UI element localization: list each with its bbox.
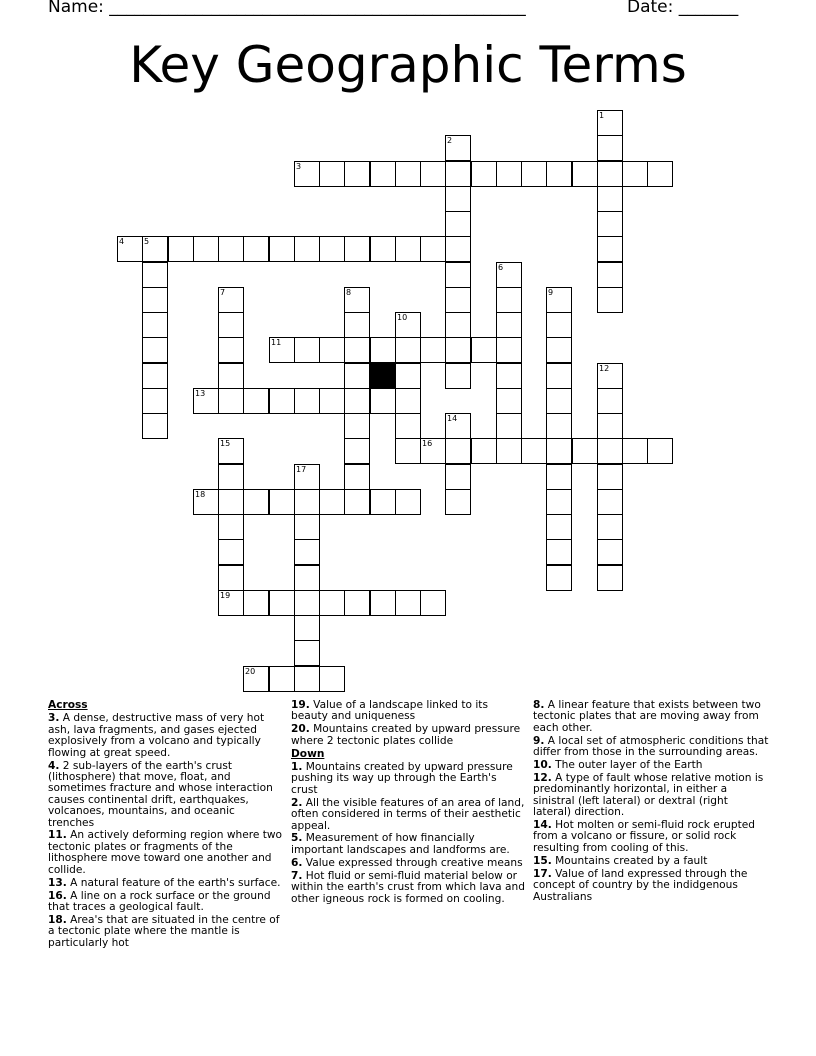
grid-cell[interactable] [319,590,345,616]
grid-cell[interactable] [294,337,320,363]
clue-number: 7. [291,869,303,882]
down-clue [533,856,769,867]
grid-cell[interactable] [294,590,320,616]
grid-cell[interactable] [294,388,320,414]
clue-text: A type of fault whose relative motion is predominantly horizontal, in either a sinistral (left lateral) or dextral (right lateral) direction. [533,771,764,819]
grid-cell[interactable] [471,161,497,187]
grid-cell[interactable] [597,464,623,490]
grid-cell[interactable] [193,236,219,262]
clue-text: Mountains created by a fault [555,854,708,867]
grid-cell[interactable] [294,565,320,591]
clue-text: A line on a rock surface or the ground that traces a geological fault. [48,889,271,913]
grid-cell[interactable] [546,161,572,187]
clue-text: A natural feature of the earth's surface. [70,876,281,889]
grid-cell[interactable] [294,666,320,692]
grid-cell[interactable] [142,287,168,313]
down-clue [291,762,526,796]
clue-text: Value of land expressed through the concept of country by the indidgenous Australians [533,867,748,903]
down-heading: Down [291,747,325,760]
across-clue [48,891,284,914]
grid-cell[interactable] [445,464,471,490]
grid-cell[interactable] [395,438,421,464]
grid-cell[interactable] [370,337,396,363]
grid-cell[interactable] [445,186,471,212]
grid-cell[interactable] [294,489,320,515]
clue-number-label: 5 [144,237,150,246]
grid-cell[interactable] [218,236,244,262]
clue-text: Mountains created by upward pressure where 2 tectonic plates collide [291,723,521,747]
grid-cell[interactable] [445,363,471,389]
grid-cell[interactable] [395,388,421,414]
down-clue [291,798,526,832]
grid-cell[interactable] [647,438,673,464]
grid-cell[interactable] [218,312,244,338]
clue-number: 9. [533,734,545,747]
grid-cell[interactable] [420,590,446,616]
grid-cell[interactable] [319,489,345,515]
grid-cell[interactable] [597,287,623,313]
grid-cell[interactable] [344,236,370,262]
grid-cell[interactable] [546,388,572,414]
clue-text: Mountains created by upward pressure pushing its way up through the Earth's crust [291,761,513,796]
grid-cell[interactable] [546,565,572,591]
clue-number: 1. [291,761,303,774]
grid-cell[interactable] [218,590,244,616]
grid-cell[interactable] [218,489,244,515]
clue-text: An actively deforming region where two tectonic plates or fragments of the lithosphere move toward one another and collide. [48,829,283,876]
clue-text: 2 sub-layers of the earth's crust (lithosphere) that move, float, and sometimes fracture and whose interaction causes continental drift, earthquakes, volcanoes, mountains, and oceanic trenches [48,759,273,829]
grid-cell[interactable] [344,413,370,439]
grid-cell[interactable] [597,565,623,591]
grid-cell[interactable] [218,514,244,540]
grid-cell[interactable] [496,337,522,363]
clue-number: 10. [533,759,552,772]
clues-column-3 [533,700,769,904]
grid-cell[interactable] [496,161,522,187]
clue-number: 18. [48,913,67,926]
clue-text: Value of a landscape linked to its beauty and uniqueness [291,699,488,723]
grid-cell[interactable] [218,565,244,591]
clue-number: 16. [48,889,67,902]
grid-cell[interactable] [445,337,471,363]
grid-cell[interactable] [647,161,673,187]
clue-number-label: 7 [220,288,226,297]
grid-cell[interactable] [445,236,471,262]
clue-number-label: 16 [422,439,433,448]
name-field[interactable]: Name: _________________________________________________ [48,0,526,17]
grid-cell[interactable] [420,438,446,464]
grid-cell[interactable] [445,135,471,161]
grid-cell[interactable] [269,388,295,414]
clue-number-label: 8 [346,288,352,297]
grid-cell[interactable] [622,438,648,464]
across-clue [48,713,284,759]
grid-cell[interactable] [496,413,522,439]
down-clue [291,871,526,905]
clue-number-label: 3 [296,162,302,171]
clues-column-1 [48,700,284,951]
grid-cell[interactable] [294,539,320,565]
grid-cell[interactable] [243,590,269,616]
clue-text: The outer layer of the Earth [555,759,703,772]
grid-cell[interactable] [294,236,320,262]
grid-cell[interactable] [546,337,572,363]
down-clue [533,820,769,854]
across-clue [291,700,526,723]
grid-cell[interactable] [572,438,598,464]
grid-cell[interactable] [496,312,522,338]
grid-cell[interactable] [294,640,320,666]
grid-cell[interactable] [546,539,572,565]
grid-cell[interactable] [117,236,143,262]
grid-cell[interactable] [395,337,421,363]
clue-number-label: 17 [296,465,307,474]
grid-cell[interactable] [445,489,471,515]
across-clue [291,724,526,747]
grid-cell[interactable] [218,337,244,363]
grid-cell[interactable] [395,161,421,187]
clue-number: 13. [48,876,67,889]
clue-text: A linear feature that exists between two tectonic plates that are moving away from each other. [533,699,761,734]
grid-cell[interactable] [269,337,295,363]
down-clue [291,858,526,869]
clue-number-label: 10 [397,313,408,322]
grid-cell[interactable] [597,438,623,464]
grid-cell[interactable] [142,388,168,414]
grid-cell[interactable] [445,312,471,338]
down-clue [533,700,769,734]
grid-cell[interactable] [597,514,623,540]
grid-cell[interactable] [344,590,370,616]
grid-cell[interactable] [546,464,572,490]
clue-text: Hot molten or semi-fluid rock erupted from a volcano or fissure, or solid rock resulting from cooling of this. [533,819,756,854]
clue-text: A dense, destructive mass of very hot ash, lava fragments, and gases ejected explosively from a volcano and typically flowing at great speed. [48,712,265,759]
clue-text: A local set of atmospheric conditions that differ from those in the surrounding areas. [533,734,769,759]
grid-cell[interactable] [243,388,269,414]
grid-cell[interactable] [142,262,168,288]
across-heading: Across [48,699,88,711]
clue-number: 2. [291,796,303,809]
grid-cell[interactable] [420,337,446,363]
grid-cell[interactable] [218,388,244,414]
grid-cell[interactable] [546,514,572,540]
grid-cell[interactable] [193,388,219,414]
grid-cell[interactable] [142,312,168,338]
across-clue [48,761,284,829]
clue-text: All the visible features of an area of land, often considered in terms of their aesthetic appeal. [291,796,525,832]
grid-cell[interactable] [243,236,269,262]
grid-cell[interactable] [546,413,572,439]
clue-number: 19. [291,699,310,711]
clue-text: Value expressed through creative means [305,856,523,869]
grid-cell[interactable] [218,539,244,565]
grid-cell[interactable] [597,186,623,212]
clue-number: 11. [48,829,67,842]
clue-number: 20. [291,723,310,736]
grid-cell[interactable] [319,161,345,187]
clue-number: 15. [533,854,552,867]
clue-number: 4. [48,759,60,772]
grid-cell[interactable] [445,413,471,439]
grid-cell[interactable] [243,489,269,515]
grid-cell[interactable] [546,287,572,313]
clue-number-label: 2 [447,136,453,145]
down-clue [533,736,769,759]
grid-cell[interactable] [496,388,522,414]
clue-number: 8. [533,699,545,711]
grid-cell[interactable] [597,161,623,187]
grid-cell[interactable] [496,287,522,313]
grid-cell[interactable] [344,489,370,515]
grid-cell[interactable] [445,438,471,464]
grid-cell[interactable] [344,337,370,363]
grid-cell[interactable] [370,236,396,262]
grid-cell[interactable] [521,438,547,464]
grid-cell[interactable] [521,161,547,187]
grid-cell[interactable] [193,489,219,515]
grid-cell[interactable] [319,388,345,414]
clue-number-label: 11 [271,338,282,347]
grid-cell[interactable] [294,514,320,540]
grid-cell[interactable] [142,413,168,439]
grid-cell[interactable] [445,211,471,237]
clue-number-label: 20 [245,667,256,676]
grid-cell[interactable] [370,590,396,616]
clue-text: Area's that are situated in the centre of a tectonic plate where the mantle is particularly hot [48,913,280,949]
grid-cell[interactable] [218,287,244,313]
grid-cell[interactable] [622,161,648,187]
grid-cell[interactable] [395,312,421,338]
clue-number-label: 15 [220,439,231,448]
grid-cell[interactable] [168,236,194,262]
grid-cell[interactable] [395,236,421,262]
grid-cell[interactable] [142,236,168,262]
grid-cell[interactable] [344,287,370,313]
grid-cell[interactable] [420,161,446,187]
grid-cell[interactable] [319,666,345,692]
grid-cell[interactable] [471,337,497,363]
grid-cell[interactable] [496,363,522,389]
grid-cell[interactable] [546,489,572,515]
grid-cell[interactable] [142,337,168,363]
clue-number-label: 4 [119,237,125,246]
grid-cell[interactable] [597,262,623,288]
grid-cell[interactable] [395,363,421,389]
grid-cell[interactable] [546,363,572,389]
grid-cell[interactable] [445,262,471,288]
grid-cell[interactable] [395,489,421,515]
grid-cell[interactable] [597,489,623,515]
grid-cell[interactable] [218,363,244,389]
clue-number-label: 14 [447,414,458,423]
down-clue [533,760,769,771]
grid-cell[interactable] [445,161,471,187]
grid-cell[interactable] [597,539,623,565]
grid-cell[interactable] [319,337,345,363]
across-clue [48,830,284,876]
clue-number: 17. [533,867,552,880]
grid-cell[interactable] [370,161,396,187]
clue-text: Measurement of how financially important landscapes and landforms are. [291,832,510,856]
clue-number-label: 6 [498,263,504,272]
grid-cell[interactable] [370,489,396,515]
grid-cell[interactable] [294,161,320,187]
grid-cell[interactable] [269,666,295,692]
grid-cell[interactable] [572,161,598,187]
grid-cell[interactable] [344,464,370,490]
down-clue [533,773,769,819]
grid-cell[interactable] [546,438,572,464]
grid-cell[interactable] [344,312,370,338]
grid-cell[interactable] [344,438,370,464]
grid-cell[interactable] [496,262,522,288]
grid-cell[interactable] [269,590,295,616]
clue-number: 12. [533,771,552,784]
grid-cell[interactable] [496,438,522,464]
grid-cell[interactable] [294,464,320,490]
grid-cell[interactable] [243,666,269,692]
clue-number-label: 13 [195,389,206,398]
grid-cell[interactable] [319,236,345,262]
grid-cell[interactable] [395,413,421,439]
across-clue [48,878,284,889]
grid-cell[interactable] [344,388,370,414]
grid-cell[interactable] [344,363,370,389]
grid-cell[interactable] [597,363,623,389]
date-field[interactable]: Date: _______ [627,0,739,17]
clue-number-label: 12 [599,364,610,373]
grid-cell[interactable] [420,236,446,262]
clue-number-label: 18 [195,490,206,499]
grid-cell[interactable] [269,489,295,515]
grid-cell[interactable] [218,464,244,490]
grid-cell[interactable] [445,287,471,313]
grid-cell[interactable] [269,236,295,262]
grid-cell[interactable] [294,615,320,641]
grid-cell[interactable] [597,110,623,136]
clue-number: 6. [291,856,303,869]
grid-cell[interactable] [370,388,396,414]
clue-number: 14. [533,819,552,832]
grid-cell[interactable] [597,413,623,439]
clue-text: Hot fluid or semi-fluid material below or within the earth's crust from which lava and other igneous rock is formed on cooling. [291,869,525,905]
clue-number: 3. [48,712,60,725]
grid-black-cell [370,363,396,389]
grid-cell[interactable] [597,135,623,161]
down-clue [291,833,526,856]
grid-cell[interactable] [597,211,623,237]
grid-cell[interactable] [471,438,497,464]
clue-number-label: 9 [548,288,554,297]
grid-cell[interactable] [546,312,572,338]
clue-number: 5. [291,832,303,845]
clues-column-2 [291,700,526,906]
clue-number-label: 19 [220,591,231,600]
grid-cell[interactable] [142,363,168,389]
grid-cell[interactable] [395,590,421,616]
grid-cell[interactable] [597,388,623,414]
across-clue [48,915,284,949]
puzzle-title: Key Geographic Terms [129,36,687,94]
grid-cell[interactable] [344,161,370,187]
grid-cell[interactable] [597,236,623,262]
down-clue [533,869,769,903]
clue-number-label: 1 [599,111,605,120]
grid-cell[interactable] [218,438,244,464]
